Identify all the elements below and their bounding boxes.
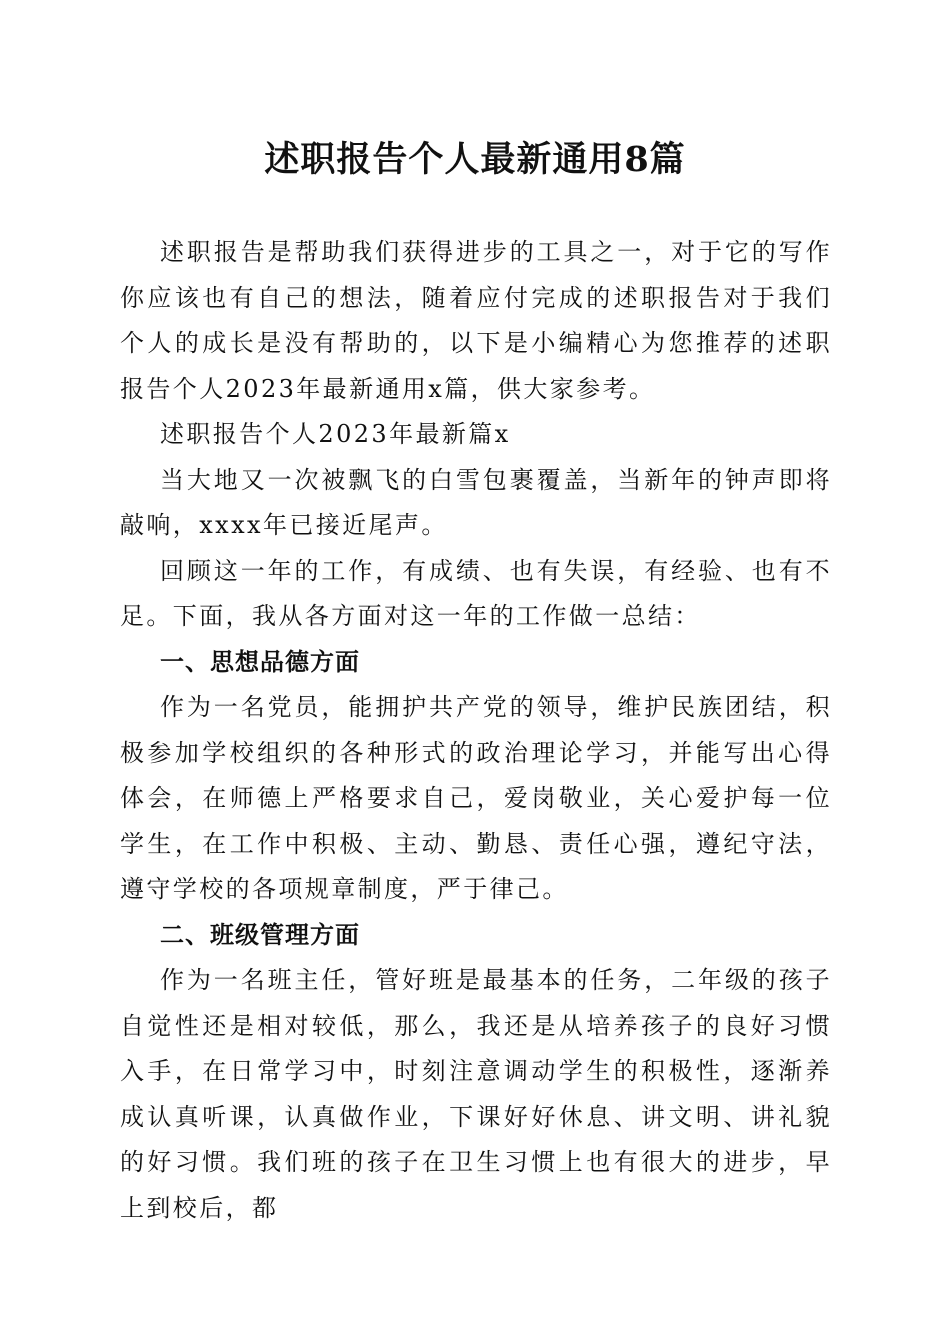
document-body xyxy=(120,230,832,1231)
paragraph: 回顾这一年的工作，有成绩、也有失误，有经验、也有不足。下面，我从各方面对这一年的工作做一总结： xyxy=(120,556,832,630)
section-heading: 一、思想品德方面 xyxy=(160,647,360,676)
section-heading: 二、班级管理方面 xyxy=(160,920,360,949)
paragraph: 作为一名党员，能拥护共产党的领导，维护民族团结，积极参加学校组织的各种形式的政治理论学习，并能写出心得体会，在师德上严格要求自己，爱岗敬业，关心爱护每一位学生，在工作中积极、主动、勤恳、责任心强，遵纪守法，遵守学校的各项规章制度，严于律己。 xyxy=(120,693,832,903)
paragraph: 述职报告是帮助我们获得进步的工具之一，对于它的写作你应该也有自己的想法，随着应付完成的述职报告对于我们个人的成长是没有帮助的，以下是小编精心为您推荐的述职报告个人2023年最新通用x篇，供大家参考。 xyxy=(120,238,832,403)
document-title: 述职报告个人最新通用8篇 xyxy=(264,139,686,180)
paragraph: 当大地又一次被飘飞的白雪包裹覆盖，当新年的钟声即将敲响，xxxx年已接近尾声。 xyxy=(120,465,832,539)
paragraph: 作为一名班主任，管好班是最基本的任务，二年级的孩子自觉性还是相对较低，那么，我还是从培养孩子的良好习惯入手，在日常学习中，时刻注意调动学生的积极性，逐渐养成认真听课，认真做作业，下课好好休息、讲文明、讲礼貌的好习惯。我们班的孩子在卫生习惯上也有很大的进步，早上到校后，都 xyxy=(120,966,832,1222)
paragraph: 述职报告个人2023年最新篇x xyxy=(160,420,511,448)
